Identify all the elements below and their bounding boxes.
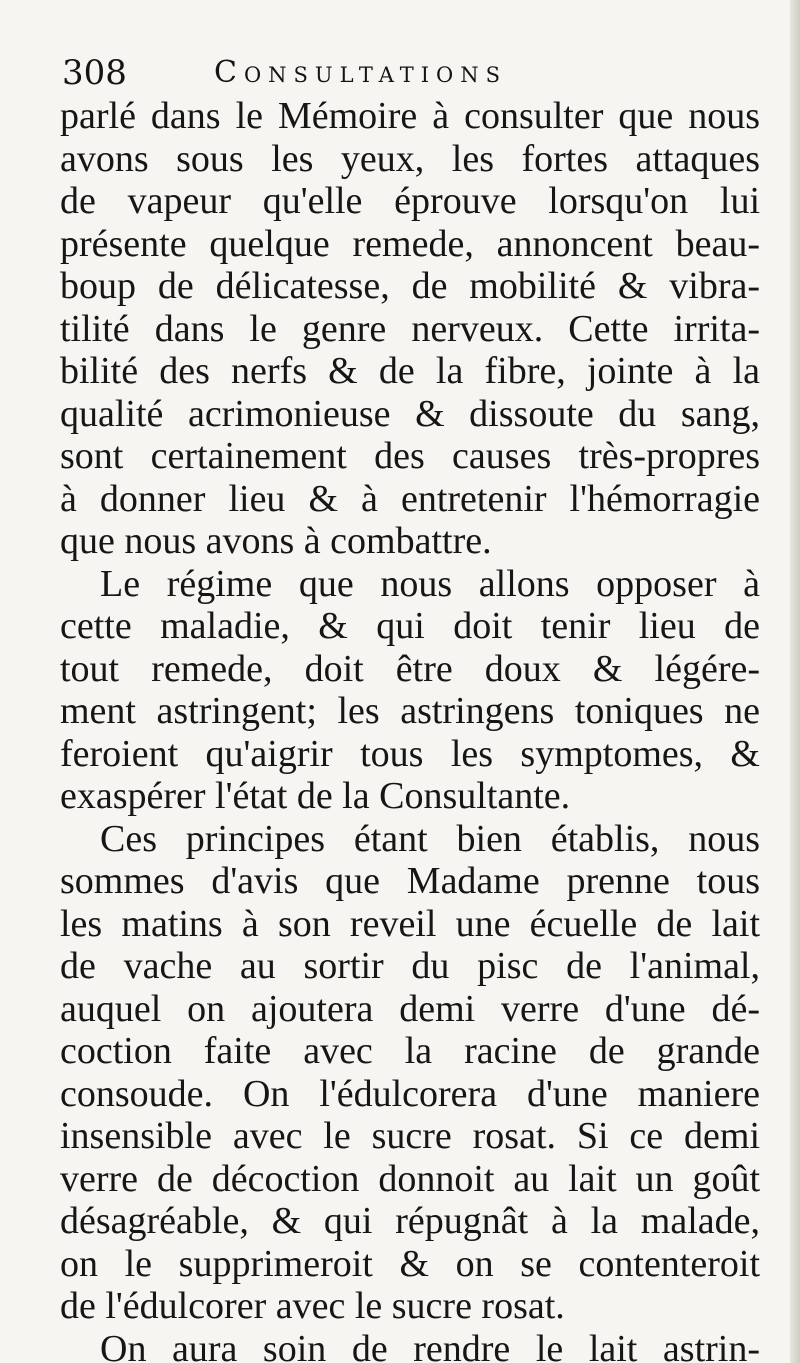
- text-line: avons sous les yeux, les fortes attaques: [60, 137, 760, 180]
- text-line: que nous avons à combattre.: [60, 520, 492, 562]
- text-line: coction faite avec la racine de grande: [60, 1030, 760, 1072]
- text-line: tilité dans le genre nerveux. Cette irrita-: [60, 307, 760, 350]
- text-line: qualité acrimonieuse & dissoute du sang,: [60, 392, 760, 435]
- text-line: feroient qu'aigrir tous les symptomes, &: [60, 732, 760, 775]
- running-title: Consultations: [214, 55, 508, 90]
- text-line: désagréable, & qui répugnât à la malade,: [60, 1200, 760, 1242]
- text-line: sommes d'avis que Madame prenne tous: [60, 860, 760, 902]
- text-line: les matins à son reveil une écuelle de lait: [60, 902, 760, 945]
- text-line: On aura soin de rendre le lait astrin-: [100, 1327, 760, 1363]
- body-text: [60, 95, 760, 1363]
- text-line: de vapeur qu'elle éprouve lorsqu'on lui: [60, 180, 760, 222]
- text-line: parlé dans le Mémoire à consulter que nous: [60, 95, 760, 137]
- page-edge-shadow: [790, 0, 800, 1363]
- text-line: Le régime que nous allons opposer à: [100, 562, 760, 605]
- text-line: tout remede, doit être doux & légére-: [60, 647, 760, 690]
- text-line: consoude. On l'édulcorera d'une maniere: [60, 1072, 760, 1115]
- text-line: de vache au sortir du pisc de l'animal,: [60, 945, 760, 987]
- text-line: insensible avec le sucre rosat. Si ce demi: [60, 1115, 760, 1157]
- text-line: à donner lieu & à entretenir l'hémorragie: [60, 477, 760, 520]
- text-line: boup de délicatesse, de mobilité & vibra-: [60, 265, 760, 307]
- text-line: bilité des nerfs & de la fibre, jointe à la: [60, 350, 760, 392]
- text-line: Ces principes étant bien établis, nous: [100, 817, 760, 860]
- text-line: exaspérer l'état de la Consultante.: [60, 775, 571, 817]
- text-line: on le supprimeroit & on se contenteroit: [60, 1242, 760, 1285]
- page-number: 308: [62, 53, 127, 93]
- text-line: verre de décoction donnoit au lait un goût: [60, 1157, 760, 1200]
- text-line: sont certainement des causes très-propres: [60, 435, 760, 477]
- text-line: auquel on ajoutera demi verre d'une dé-: [60, 987, 760, 1030]
- text-line: de l'édulcorer avec le sucre rosat.: [60, 1285, 565, 1327]
- page-header: [62, 48, 762, 98]
- text-line: présente quelque remede, annoncent beau-: [60, 222, 760, 265]
- text-line: ment astringent; les astringens toniques ne: [60, 690, 760, 732]
- text-line: cette maladie, & qui doit tenir lieu de: [60, 605, 760, 647]
